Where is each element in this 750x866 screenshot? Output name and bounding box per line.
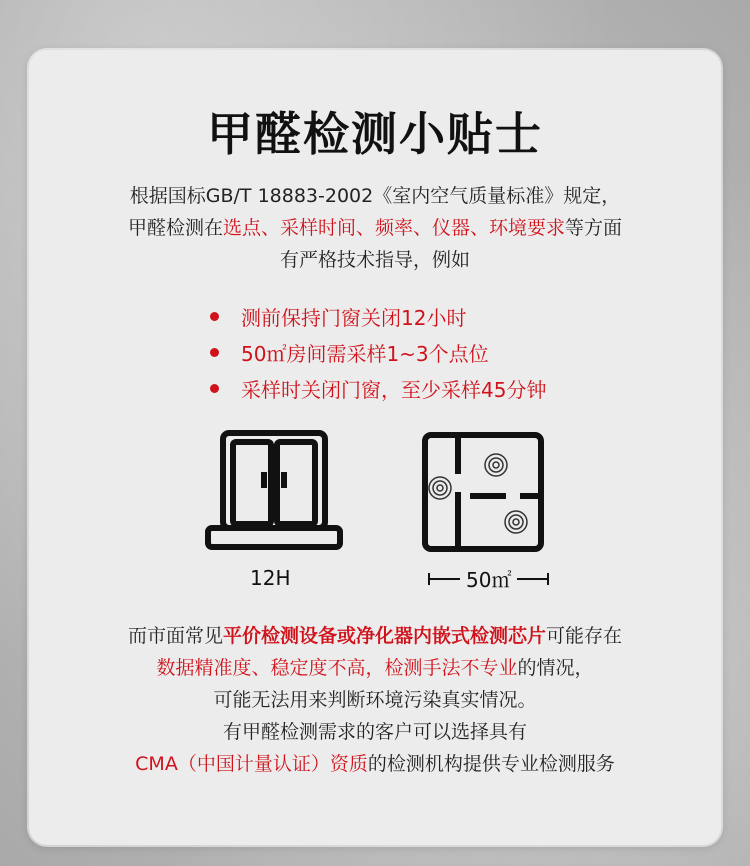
outro-line-2: 数据精准度、稳定度不高，检测手法不专业的情况， — [156, 657, 594, 679]
dimension-line-icon — [517, 578, 549, 580]
dimension-line-icon — [428, 578, 460, 580]
outro-line-3: 可能无法用来判断环境污染真实情况。 — [213, 689, 537, 711]
intro-highlight: 选点、采样时间、频率、仪器、环境要求 — [222, 217, 565, 239]
intro-line-3: 有严格技术指导，例如 — [279, 249, 470, 271]
bullet-dot-icon — [210, 348, 219, 357]
closed-window-icon — [205, 430, 343, 555]
intro-line-2: 甲醛检测在选点、采样时间、频率、仪器、环境要求等方面 — [127, 217, 623, 239]
outro-line-4: 有甲醛检测需求的客户可以选择具有 — [222, 721, 527, 743]
requirements-list — [210, 298, 546, 406]
intro-paragraph — [60, 180, 690, 276]
room-area-label: 50㎡ — [428, 564, 549, 593]
outro-paragraph — [60, 620, 690, 780]
outro-highlight: 平价检测设备或净化器内嵌式检测芯片 — [222, 625, 546, 647]
outro-line-1: 而市面常见平价检测设备或净化器内嵌式检测芯片可能存在 — [127, 625, 623, 647]
intro-line-1: 根据国标GB/T 18883-2002《室内空气质量标准》规定， — [129, 185, 621, 207]
bullet-dot-icon — [210, 312, 219, 321]
list-item: 采样时关闭门窗，至少采样45分钟 — [210, 370, 546, 406]
floor-plan-icon — [420, 430, 548, 555]
list-item: 测前保持门窗关闭12小时 — [210, 298, 546, 334]
window-duration-label: 12H — [250, 566, 291, 590]
list-item: 50㎡房间需采样1~3个点位 — [210, 334, 546, 370]
bullet-dot-icon — [210, 384, 219, 393]
page-title: 甲醛检测小贴士 — [207, 107, 543, 161]
outro-line-5: CMA（中国计量认证）资质的检测机构提供专业检测服务 — [135, 753, 615, 775]
